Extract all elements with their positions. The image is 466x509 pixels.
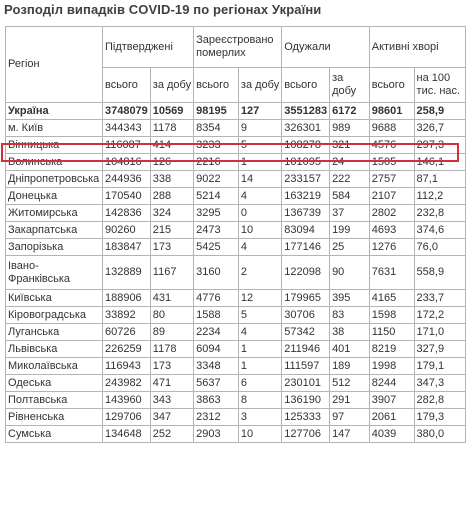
value-cell: 343 — [150, 392, 193, 409]
value-cell: 395 — [330, 290, 370, 307]
region-cell: Полтавська — [6, 392, 103, 409]
value-cell: 127 — [238, 103, 281, 120]
value-cell: 3748079 — [102, 103, 150, 120]
region-cell: Одеська — [6, 375, 103, 392]
value-cell: 14 — [238, 171, 281, 188]
value-cell: 129706 — [102, 409, 150, 426]
region-cell: Дніпропетровська — [6, 171, 103, 188]
value-cell: 147 — [330, 426, 370, 443]
value-cell: 8219 — [369, 341, 414, 358]
table-row — [6, 239, 466, 256]
value-cell: 327,9 — [414, 341, 465, 358]
value-cell: 10569 — [150, 103, 193, 120]
value-cell: 1 — [238, 341, 281, 358]
value-cell: 98195 — [194, 103, 239, 120]
table-row — [6, 426, 466, 443]
value-cell: 122098 — [282, 256, 330, 290]
value-cell: 252 — [150, 426, 193, 443]
value-cell: 258,9 — [414, 103, 465, 120]
header-recovered: Одужали — [282, 27, 370, 68]
value-cell: 1588 — [194, 307, 239, 324]
value-cell: 326,7 — [414, 120, 465, 137]
value-cell: 173 — [150, 358, 193, 375]
value-cell: 98601 — [369, 103, 414, 120]
table-row — [6, 154, 466, 171]
value-cell: 380,0 — [414, 426, 465, 443]
table-row — [6, 120, 466, 137]
region-cell: Закарпатська — [6, 222, 103, 239]
value-cell: 4039 — [369, 426, 414, 443]
value-cell: 222 — [330, 171, 370, 188]
value-cell: 188906 — [102, 290, 150, 307]
value-cell: 3295 — [194, 205, 239, 222]
value-cell: 37 — [330, 205, 370, 222]
table-row — [6, 256, 466, 290]
value-cell: 1178 — [150, 120, 193, 137]
value-cell: 136739 — [282, 205, 330, 222]
covid-regions-table — [5, 26, 466, 443]
value-cell: 1 — [238, 358, 281, 375]
subheader-deaths-day: за добу — [238, 68, 281, 103]
value-cell: 4165 — [369, 290, 414, 307]
value-cell: 2234 — [194, 324, 239, 341]
value-cell: 24 — [330, 154, 370, 171]
value-cell: 97 — [330, 409, 370, 426]
value-cell: 321 — [330, 137, 370, 154]
value-cell: 89 — [150, 324, 193, 341]
subheader-recovered-total: всього — [282, 68, 330, 103]
value-cell: 199 — [330, 222, 370, 239]
value-cell: 10 — [238, 426, 281, 443]
value-cell: 4576 — [369, 137, 414, 154]
value-cell: 291 — [330, 392, 370, 409]
value-cell: 233157 — [282, 171, 330, 188]
value-cell: 1167 — [150, 256, 193, 290]
table-row — [6, 137, 466, 154]
value-cell: 9022 — [194, 171, 239, 188]
value-cell: 1505 — [369, 154, 414, 171]
value-cell: 9688 — [369, 120, 414, 137]
table-row — [6, 222, 466, 239]
value-cell: 471 — [150, 375, 193, 392]
value-cell: 326301 — [282, 120, 330, 137]
value-cell: 3 — [238, 409, 281, 426]
value-cell: 179,3 — [414, 409, 465, 426]
value-cell: 9 — [238, 120, 281, 137]
header-confirmed: Підтверджені — [102, 27, 193, 68]
table-row — [6, 341, 466, 358]
value-cell: 989 — [330, 120, 370, 137]
value-cell: 2216 — [194, 154, 239, 171]
value-cell: 57342 — [282, 324, 330, 341]
value-cell: 8354 — [194, 120, 239, 137]
region-cell: Рівненська — [6, 409, 103, 426]
value-cell: 232,8 — [414, 205, 465, 222]
value-cell: 33892 — [102, 307, 150, 324]
value-cell: 7631 — [369, 256, 414, 290]
value-cell: 401 — [330, 341, 370, 358]
value-cell: 2061 — [369, 409, 414, 426]
subheader-deaths-total: всього — [194, 68, 239, 103]
value-cell: 2 — [238, 256, 281, 290]
value-cell: 2757 — [369, 171, 414, 188]
value-cell: 584 — [330, 188, 370, 205]
value-cell: 6 — [238, 375, 281, 392]
value-cell: 297,3 — [414, 137, 465, 154]
value-cell: 87,1 — [414, 171, 465, 188]
value-cell: 170540 — [102, 188, 150, 205]
region-cell: Житомирська — [6, 205, 103, 222]
region-cell: Донецька — [6, 188, 103, 205]
value-cell: 111597 — [282, 358, 330, 375]
table-row — [6, 392, 466, 409]
value-cell: 125333 — [282, 409, 330, 426]
value-cell: 3551283 — [282, 103, 330, 120]
value-cell: 5 — [238, 307, 281, 324]
value-cell: 2903 — [194, 426, 239, 443]
value-cell: 83 — [330, 307, 370, 324]
value-cell: 146,1 — [414, 154, 465, 171]
value-cell: 4 — [238, 188, 281, 205]
value-cell: 179,1 — [414, 358, 465, 375]
value-cell: 83094 — [282, 222, 330, 239]
value-cell: 374,6 — [414, 222, 465, 239]
value-cell: 104816 — [102, 154, 150, 171]
table-row — [6, 375, 466, 392]
region-cell: Івано-Франківська — [6, 256, 103, 290]
value-cell: 163219 — [282, 188, 330, 205]
region-cell: Київська — [6, 290, 103, 307]
header-region: Регіон — [6, 27, 103, 103]
value-cell: 5 — [238, 137, 281, 154]
value-cell: 173 — [150, 239, 193, 256]
region-cell: Миколаївська — [6, 358, 103, 375]
region-cell: м. Київ — [6, 120, 103, 137]
region-cell: Луганська — [6, 324, 103, 341]
value-cell: 347,3 — [414, 375, 465, 392]
value-cell: 1 — [238, 154, 281, 171]
value-cell: 3160 — [194, 256, 239, 290]
value-cell: 1276 — [369, 239, 414, 256]
subheader-active-total: всього — [369, 68, 414, 103]
value-cell: 347 — [150, 409, 193, 426]
value-cell: 112,2 — [414, 188, 465, 205]
region-cell: Запорізька — [6, 239, 103, 256]
value-cell: 4 — [238, 324, 281, 341]
value-cell: 12 — [238, 290, 281, 307]
value-cell: 2312 — [194, 409, 239, 426]
table-row — [6, 290, 466, 307]
region-cell: Львівська — [6, 341, 103, 358]
value-cell: 344343 — [102, 120, 150, 137]
value-cell: 233,7 — [414, 290, 465, 307]
value-cell: 215 — [150, 222, 193, 239]
value-cell: 512 — [330, 375, 370, 392]
value-cell: 3907 — [369, 392, 414, 409]
value-cell: 90 — [330, 256, 370, 290]
table-row — [6, 205, 466, 222]
value-cell: 1998 — [369, 358, 414, 375]
subheader-active-per100k: на 100 тис. нас. — [414, 68, 465, 103]
subheader-recovered-day: за добу — [330, 68, 370, 103]
table-row — [6, 358, 466, 375]
value-cell: 183847 — [102, 239, 150, 256]
region-cell: Сумська — [6, 426, 103, 443]
header-deaths: Зареєстровано померлих — [194, 27, 282, 68]
value-cell: 414 — [150, 137, 193, 154]
value-cell: 116087 — [102, 137, 150, 154]
value-cell: 5214 — [194, 188, 239, 205]
value-cell: 126 — [150, 154, 193, 171]
value-cell: 6094 — [194, 341, 239, 358]
value-cell: 132889 — [102, 256, 150, 290]
subheader-confirmed-day: за добу — [150, 68, 193, 103]
table-row — [6, 409, 466, 426]
value-cell: 244936 — [102, 171, 150, 188]
value-cell: 2107 — [369, 188, 414, 205]
value-cell: 4 — [238, 239, 281, 256]
value-cell: 1178 — [150, 341, 193, 358]
value-cell: 3863 — [194, 392, 239, 409]
value-cell: 3233 — [194, 137, 239, 154]
table-row — [6, 188, 466, 205]
table-row — [6, 324, 466, 341]
table-row — [6, 103, 466, 120]
value-cell: 288 — [150, 188, 193, 205]
value-cell: 179965 — [282, 290, 330, 307]
value-cell: 60726 — [102, 324, 150, 341]
value-cell: 243982 — [102, 375, 150, 392]
value-cell: 5637 — [194, 375, 239, 392]
value-cell: 108278 — [282, 137, 330, 154]
value-cell: 172,2 — [414, 307, 465, 324]
table-row — [6, 171, 466, 188]
value-cell: 134648 — [102, 426, 150, 443]
value-cell: 136190 — [282, 392, 330, 409]
value-cell: 2802 — [369, 205, 414, 222]
value-cell: 76,0 — [414, 239, 465, 256]
table-row — [6, 307, 466, 324]
value-cell: 80 — [150, 307, 193, 324]
value-cell: 177146 — [282, 239, 330, 256]
value-cell: 0 — [238, 205, 281, 222]
region-cell: Кіровоградська — [6, 307, 103, 324]
value-cell: 1150 — [369, 324, 414, 341]
value-cell: 338 — [150, 171, 193, 188]
region-cell: Вінницька — [6, 137, 103, 154]
subheader-confirmed-total: всього — [102, 68, 150, 103]
value-cell: 90260 — [102, 222, 150, 239]
value-cell: 230101 — [282, 375, 330, 392]
value-cell: 30706 — [282, 307, 330, 324]
value-cell: 142836 — [102, 205, 150, 222]
value-cell: 4776 — [194, 290, 239, 307]
value-cell: 5425 — [194, 239, 239, 256]
value-cell: 116943 — [102, 358, 150, 375]
header-active: Активні хворі — [369, 27, 465, 68]
value-cell: 10 — [238, 222, 281, 239]
value-cell: 211946 — [282, 341, 330, 358]
region-cell: Україна — [6, 103, 103, 120]
value-cell: 8 — [238, 392, 281, 409]
value-cell: 3348 — [194, 358, 239, 375]
value-cell: 431 — [150, 290, 193, 307]
value-cell: 6172 — [330, 103, 370, 120]
region-cell: Волинська — [6, 154, 103, 171]
page-title: Розподіл випадків COVID-19 по регіонах України — [4, 2, 322, 17]
value-cell: 38 — [330, 324, 370, 341]
value-cell: 2473 — [194, 222, 239, 239]
value-cell: 127706 — [282, 426, 330, 443]
value-cell: 25 — [330, 239, 370, 256]
value-cell: 324 — [150, 205, 193, 222]
value-cell: 1598 — [369, 307, 414, 324]
value-cell: 8244 — [369, 375, 414, 392]
value-cell: 143960 — [102, 392, 150, 409]
value-cell: 558,9 — [414, 256, 465, 290]
value-cell: 282,8 — [414, 392, 465, 409]
value-cell: 226259 — [102, 341, 150, 358]
value-cell: 171,0 — [414, 324, 465, 341]
value-cell: 189 — [330, 358, 370, 375]
value-cell: 4693 — [369, 222, 414, 239]
value-cell: 101095 — [282, 154, 330, 171]
